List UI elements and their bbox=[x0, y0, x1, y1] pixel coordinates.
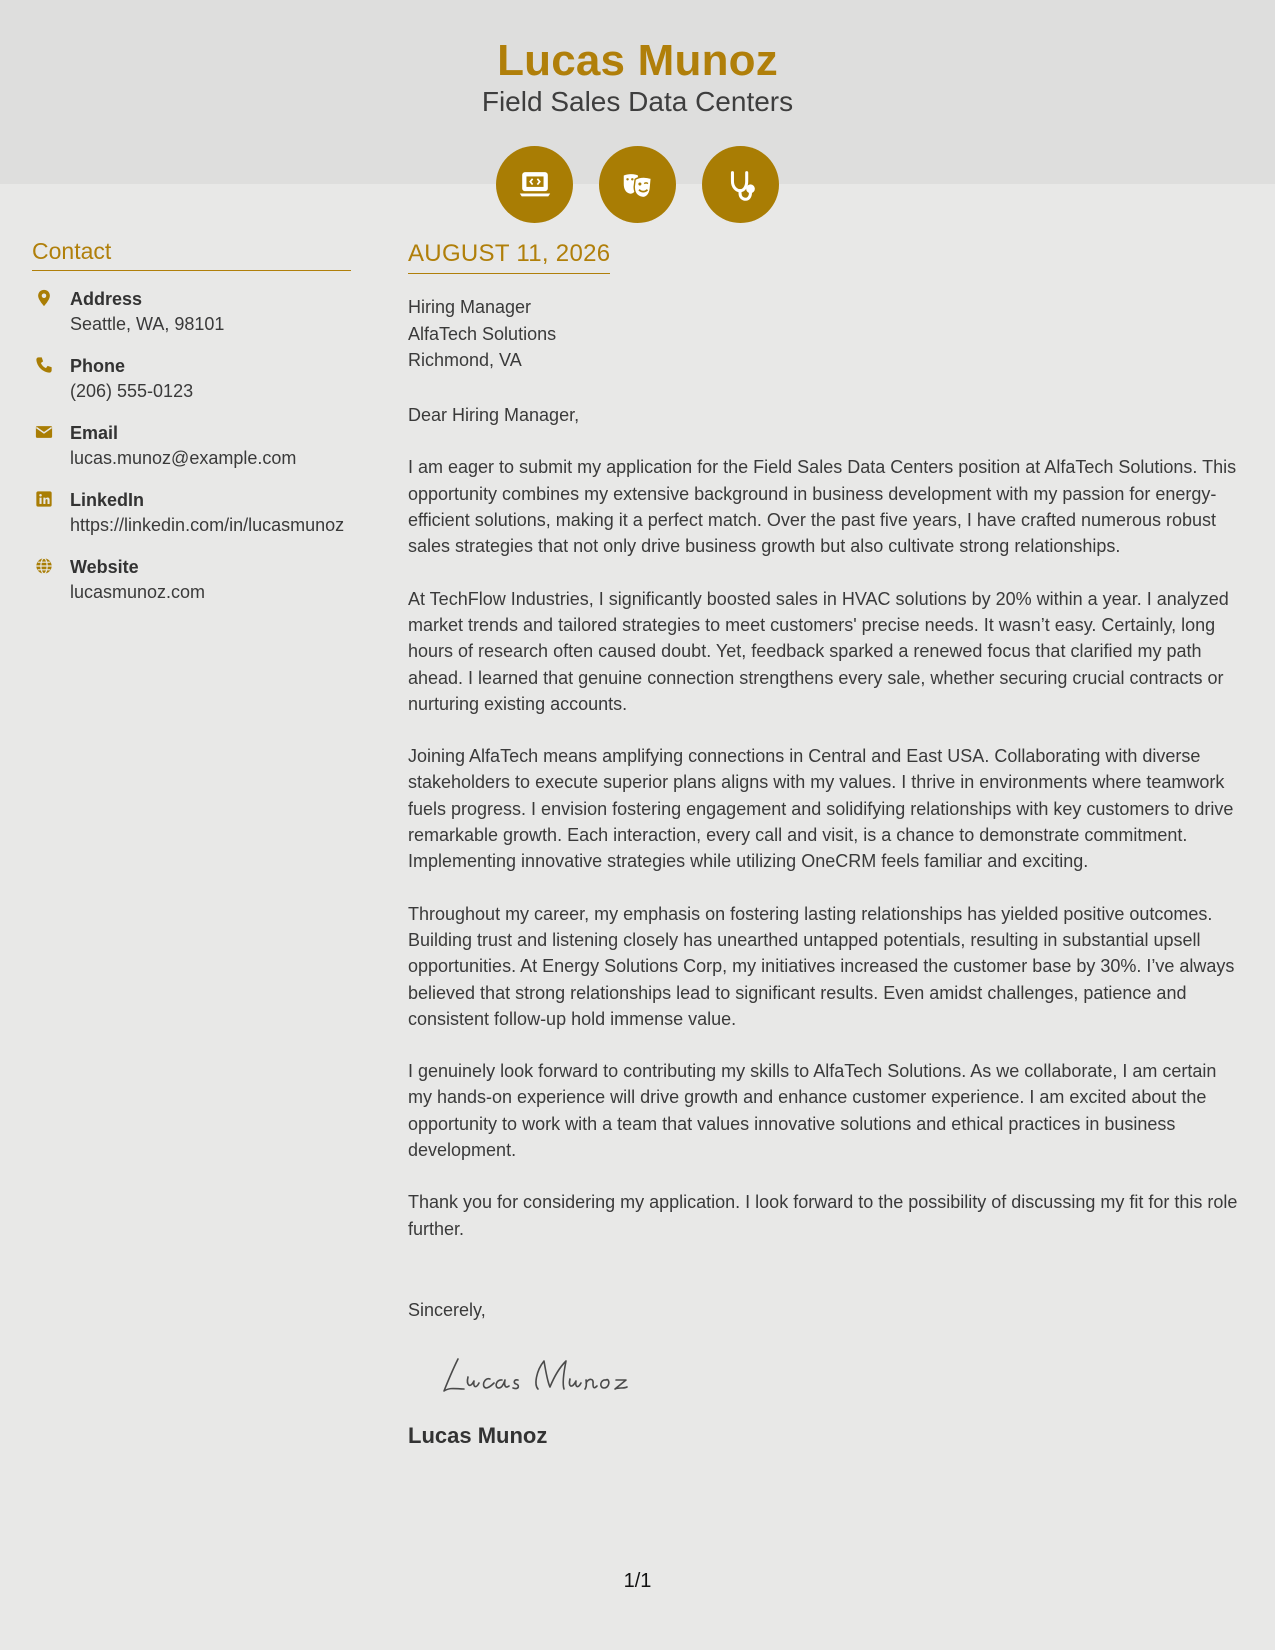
closing: Sincerely, bbox=[408, 1299, 486, 1320]
salutation: Dear Hiring Manager, bbox=[408, 405, 580, 426]
recipient-line: Hiring Manager bbox=[408, 297, 532, 318]
recipient-block bbox=[408, 294, 1243, 373]
contact-label: Email bbox=[70, 423, 119, 443]
handwritten-signature bbox=[436, 1347, 1243, 1403]
recipient-line: Richmond, VA bbox=[408, 349, 522, 370]
contact-value: lucas.munoz@example.com bbox=[70, 448, 297, 468]
contact-linkedin bbox=[32, 488, 351, 538]
theater-masks-icon bbox=[599, 146, 676, 223]
applicant-name: Lucas Munoz bbox=[497, 36, 778, 85]
letter-paragraph: I genuinely look forward to contributing my skills to AlfaTech Solutions. As we collaborate, I am certain my hands-on experience will drive growth and enhance customer experience. I am excited about the opportunity to work with a team that values innovative solutions and ethical practices in business development. bbox=[408, 1061, 1217, 1161]
contact-label: LinkedIn bbox=[70, 490, 145, 510]
letter-date: AUGUST 11, 2026 bbox=[408, 241, 610, 274]
contact-value: (206) 555-0123 bbox=[70, 381, 194, 401]
contact-address bbox=[32, 287, 351, 337]
header-icons bbox=[496, 146, 780, 224]
contact-value[interactable]: https://linkedin.com/in/lucasmunoz bbox=[70, 515, 345, 535]
recipient-line: AlfaTech Solutions bbox=[408, 323, 557, 344]
phone-icon bbox=[35, 356, 53, 374]
letter-paragraph: Throughout my career, my emphasis on fostering lasting relationships has yielded positive outcomes. Building trust and listening closely has unearthed untapped potentials, resulting in substantial upsell opportunities. At Energy Solutions Corp, my initiatives increased the customer base by 30%. I’ve always believed that strong relationships lead to significant results. Even amidst challenges, patience and consistent follow-up hold immense value. bbox=[408, 903, 1235, 1029]
contact-sidebar bbox=[32, 238, 351, 622]
letter-body bbox=[408, 241, 1243, 1450]
stethoscope-icon bbox=[702, 146, 779, 223]
contact-website bbox=[32, 555, 351, 605]
contact-list bbox=[32, 287, 351, 605]
contact-label: Website bbox=[70, 557, 139, 577]
letter-paragraph: At TechFlow Industries, I significantly boosted sales in HVAC solutions by 20% within a year. I analyzed market trends and tailored strategies to meet customers' precise needs. It wasn’t easy. Certainly, long hours of research often caused doubt. Yet, feedback sparked a renewed focus that clarified my path ahead. I learned that genuine connection strengthens every sale, whether securing crucial contracts or nurturing existing accounts. bbox=[408, 588, 1229, 714]
letter-paragraph: I am eager to submit my application for the Field Sales Data Centers position at AlfaTech Solutions. This opportunity combines my extensive background in business development with my passion for energy-efficient solutions, making it a perfect match. Over the past five years, I have crafted numerous robust sales strategies that not only drive business growth but also cultivate strong relationships. bbox=[408, 457, 1237, 557]
map-pin-icon bbox=[35, 289, 53, 307]
globe-icon bbox=[35, 557, 53, 575]
contact-label: Phone bbox=[70, 356, 126, 376]
page-number: 1/1 bbox=[623, 1570, 652, 1592]
contact-value[interactable]: lucasmunoz.com bbox=[70, 582, 206, 602]
letter-paragraph: Thank you for considering my application. I look forward to the possibility of discussing my fit for this role further. bbox=[408, 1192, 1238, 1239]
contact-email bbox=[32, 421, 351, 471]
laptop-code-icon bbox=[496, 146, 573, 223]
contact-value: Seattle, WA, 98101 bbox=[70, 314, 225, 334]
linkedin-icon bbox=[35, 490, 53, 508]
envelope-icon bbox=[35, 423, 53, 441]
contact-label: Address bbox=[70, 289, 143, 309]
signer-name: Lucas Munoz bbox=[408, 1423, 548, 1449]
job-title: Field Sales Data Centers bbox=[481, 86, 794, 117]
contact-heading: Contact bbox=[32, 238, 351, 271]
contact-phone bbox=[32, 354, 351, 404]
letter-paragraph: Joining AlfaTech means amplifying connections in Central and East USA. Collaborating with diverse stakeholders to execute superior plans aligns with my values. I thrive in environments where teamwork fuels progress. I envision fostering engagement and solidifying relationships with key customers to drive remarkable growth. Each interaction, every call and visit, is a chance to demonstrate commitment. Implementing innovative strategies while utilizing OneCRM feels familiar and exciting. bbox=[408, 746, 1234, 872]
